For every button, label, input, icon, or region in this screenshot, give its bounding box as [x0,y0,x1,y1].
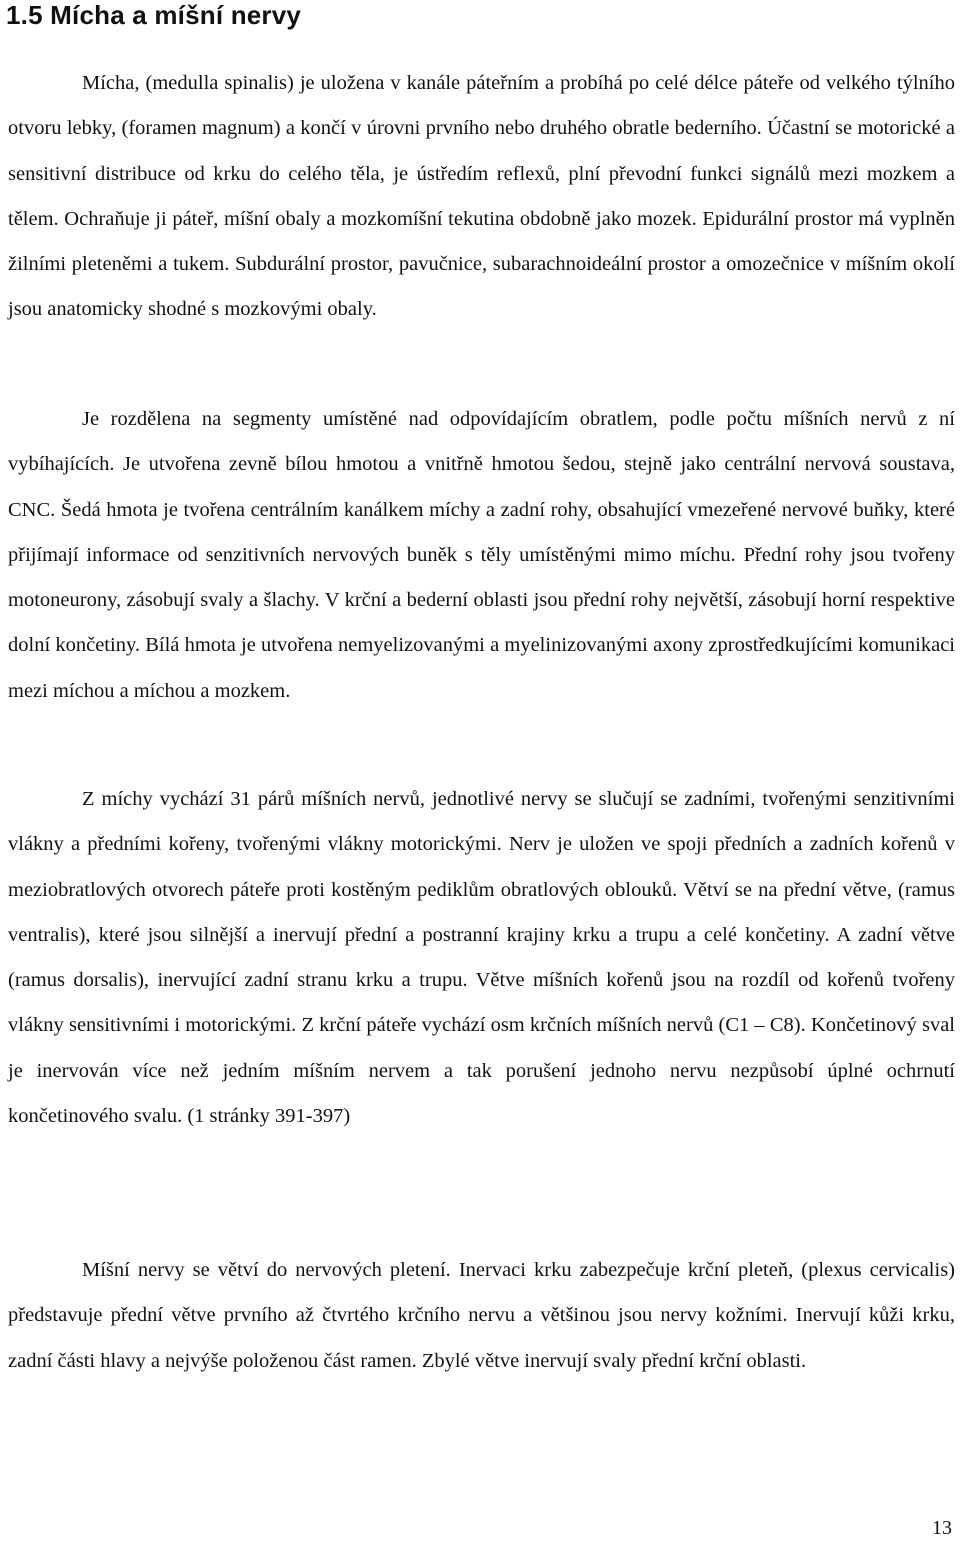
paragraph-nerve-plexuses: Míšní nervy se větví do nervových pletení. Inervaci krku zabezpečuje krční pleteň, (plexus cervicalis) představuje přední větve prvního až čtvrtého krčního nervu a většinou jsou nervy kožními. Inervují kůži krku, zadní části hlavy a nejvýše položenou část ramen. Zbylé větve inervují svaly přední krční oblasti. [8,1259,955,1372]
page-number: 13 [932,1517,952,1539]
paragraph-spinal-segments: Je rozdělena na segmenty umístěné nad odpovídajícím obratlem, podle počtu míšních nervů z ní vybíhajících. Je utvořena zevně bílou hmotou a vnitřně hmotou šedou, stejně jako centrální nervová soustava, CNC. Šedá hmota je tvořena centrálním kanálkem míchy a zadní rohy, obsahující vmezeřené nervové buňky, které přijímají informace od senzitivních nervových buněk s těly umístěnými mimo míchu. Přední rohy jsou tvořeny motoneurony, zásobují svaly a šlachy. V krční a bederní oblasti jsou přední rohy největší, zásobují horní respektive dolní končetiny. Bílá hmota je utvořena nemyelizovanými a myelinizovanými axony zprostředkujícími komunikaci mezi míchou a míchou a mozkem. [8,408,955,702]
paragraph-spinal-nerves: Z míchy vychází 31 párů míšních nervů, jednotlivé nervy se slučují se zadními, tvořenými senzitivními vlákny a předními kořeny, tvořenými vlákny motorickými. Nerv je uložen ve spoji předních a zadních kořenů v meziobratlových otvorech páteře proti kostěným pediklům obratlových oblouků. Větví se na přední větve, (ramus ventralis), které jsou silnější a inervují přední a postranní krajiny krku a trupu a celé končetiny. A zadní větve (ramus dorsalis), inervující zadní stranu krku a trupu. Větve míšních kořenů jsou na rozdíl od kořenů tvořeny vlákny sensitivními i motorickými. Z krční páteře vychází osm krčních míšních nervů (C1 – C8). Končetinový sval je inervován více než jedním míšním nervem a tak porušení jednoho nervu nezpůsobí úplné ochrnutí končetinového svalu. (1 stránky 391-397) [8,788,955,1128]
paragraph-spinal-cord-anatomy: Mícha, (medulla spinalis) je uložena v kanále páteřním a probíhá po celé délce páteře od velkého týlního otvoru lebky, (foramen magnum) a končí v úrovni prvního nebo druhého obratle bederního. Účastní se motorické a sensitivní distribuce od krku do celého těla, je ústředím reflexů, plní převodní funkci signálů mezi mozkem a tělem. Ochraňuje ji páteř, míšní obaly a mozkomíšní tekutina obdobně jako mozek. Epidurální prostor má vyplněn žilními pleteněmi a tukem. Subdurální prostor, pavučnice, subarachnoideální prostor a omozečnice v míšním okolí jsou anatomicky shodné s mozkovými obaly. [8,72,955,321]
section-heading: 1.5 Mícha a míšní nervy [6,0,302,30]
